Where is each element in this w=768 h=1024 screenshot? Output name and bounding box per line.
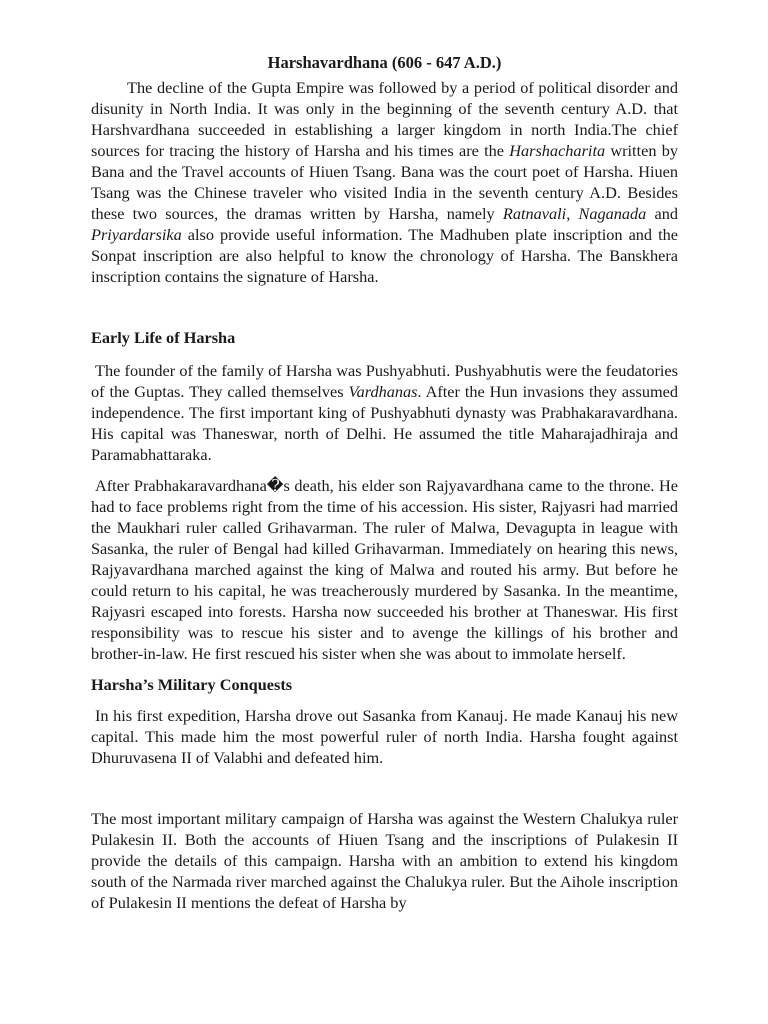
- section-heading-early-life: Early Life of Harsha: [91, 328, 236, 347]
- term-vardhanas: Vardhanas: [348, 382, 418, 401]
- section-heading-military-conquests: Harsha’s Military Conquests: [91, 675, 293, 694]
- page-title: Harshavardhana (606 - 647 A.D.): [267, 53, 502, 72]
- work-title-priyardarsika: Priyardarsika: [91, 225, 182, 244]
- intro-text-2: written by Bana and the Travel accounts of Hiuen Tsang. Bana was the court poet of Harsha. Hiuen Tsang was the Chinese traveler who visited India in the seventh century A.D. Besides these two sources, the dramas written by Harsha, namely: [91, 141, 678, 223]
- early-life-paragraph-2: After Prabhakaravardhana�s death, his elder son Rajyavardhana came to the throne. He had to face problems right from the time of his accession. His sister, Rajyasri had married the Maukhari ruler called Grihavarman. The ruler of Malwa, Devagupta in league with Sasanka, the ruler of Bengal had killed Grihavarman. Immediately on hearing this news, Rajyavardhana marched against the king of Malwa and routed his army. But before he could return to his capital, he was treacherously murdered by Sasanka. In the meantime, Rajyasri escaped into forests. Harsha now succeeded his brother at Thaneswar. His first responsibility was to rescue his sister and to avenge the killings of his brother and brother-in-law. He first rescued his sister when she was about to immolate herself.: [91, 476, 678, 663]
- intro-text-1: The decline of the Gupta Empire was followed by a period of political disorder and disunity in North India. It was only in the beginning of the seventh century A.D. that Harshvardhana succeeded in establishing a larger kingdom in north India.The chief sources for tracing the history of Harsha and his times are the: [91, 78, 678, 160]
- work-title-ratnavali: Ratnavali: [502, 204, 567, 223]
- early-life-text-1b: . After the Hun invasions they assumed independence. The first important king of Pushyabhuti dynasty was Prabhakaravardhana. His capital was Thaneswar, north of Delhi. He assumed the title Maharajadhiraja and Paramabhattaraka.: [91, 382, 678, 464]
- intro-text-3: also provide useful information. The Madhuben plate inscription and the Sonpat inscription are also helpful to know the chronology of Harsha. The Banskhera inscription contains the signature of Harsha.: [91, 225, 678, 286]
- conquests-paragraph-1: In his first expedition, Harsha drove out Sasanka from Kanauj. He made Kanauj his new capital. This made him the most powerful ruler of north India. Harsha fought against Dhuruvasena II of Valabhi and defeated him.: [91, 706, 678, 767]
- early-life-paragraph-1: [91, 360, 678, 465]
- work-title-naganada: Naganada: [578, 204, 647, 223]
- conquests-paragraph-2: The most important military campaign of Harsha was against the Western Chalukya ruler Pulakesin II. Both the accounts of Hiuen Tsang and the inscriptions of Pulakesin II provide the details of this campaign. Harsha with an ambition to extend his kingdom south of the Narmada river marched against the Chalukya ruler. But the Aihole inscription of Pulakesin II mentions the defeat of Harsha by: [91, 809, 678, 912]
- work-title-harshacharita: Harshacharita: [509, 141, 606, 160]
- early-life-text-1a: The founder of the family of Harsha was Pushyabhuti. Pushyabhutis were the feudatories of the Guptas. They called themselves: [91, 361, 678, 401]
- intro-separator-2: and: [646, 204, 679, 223]
- intro-separator-1: ,: [566, 204, 579, 223]
- intro-paragraph: [91, 77, 678, 287]
